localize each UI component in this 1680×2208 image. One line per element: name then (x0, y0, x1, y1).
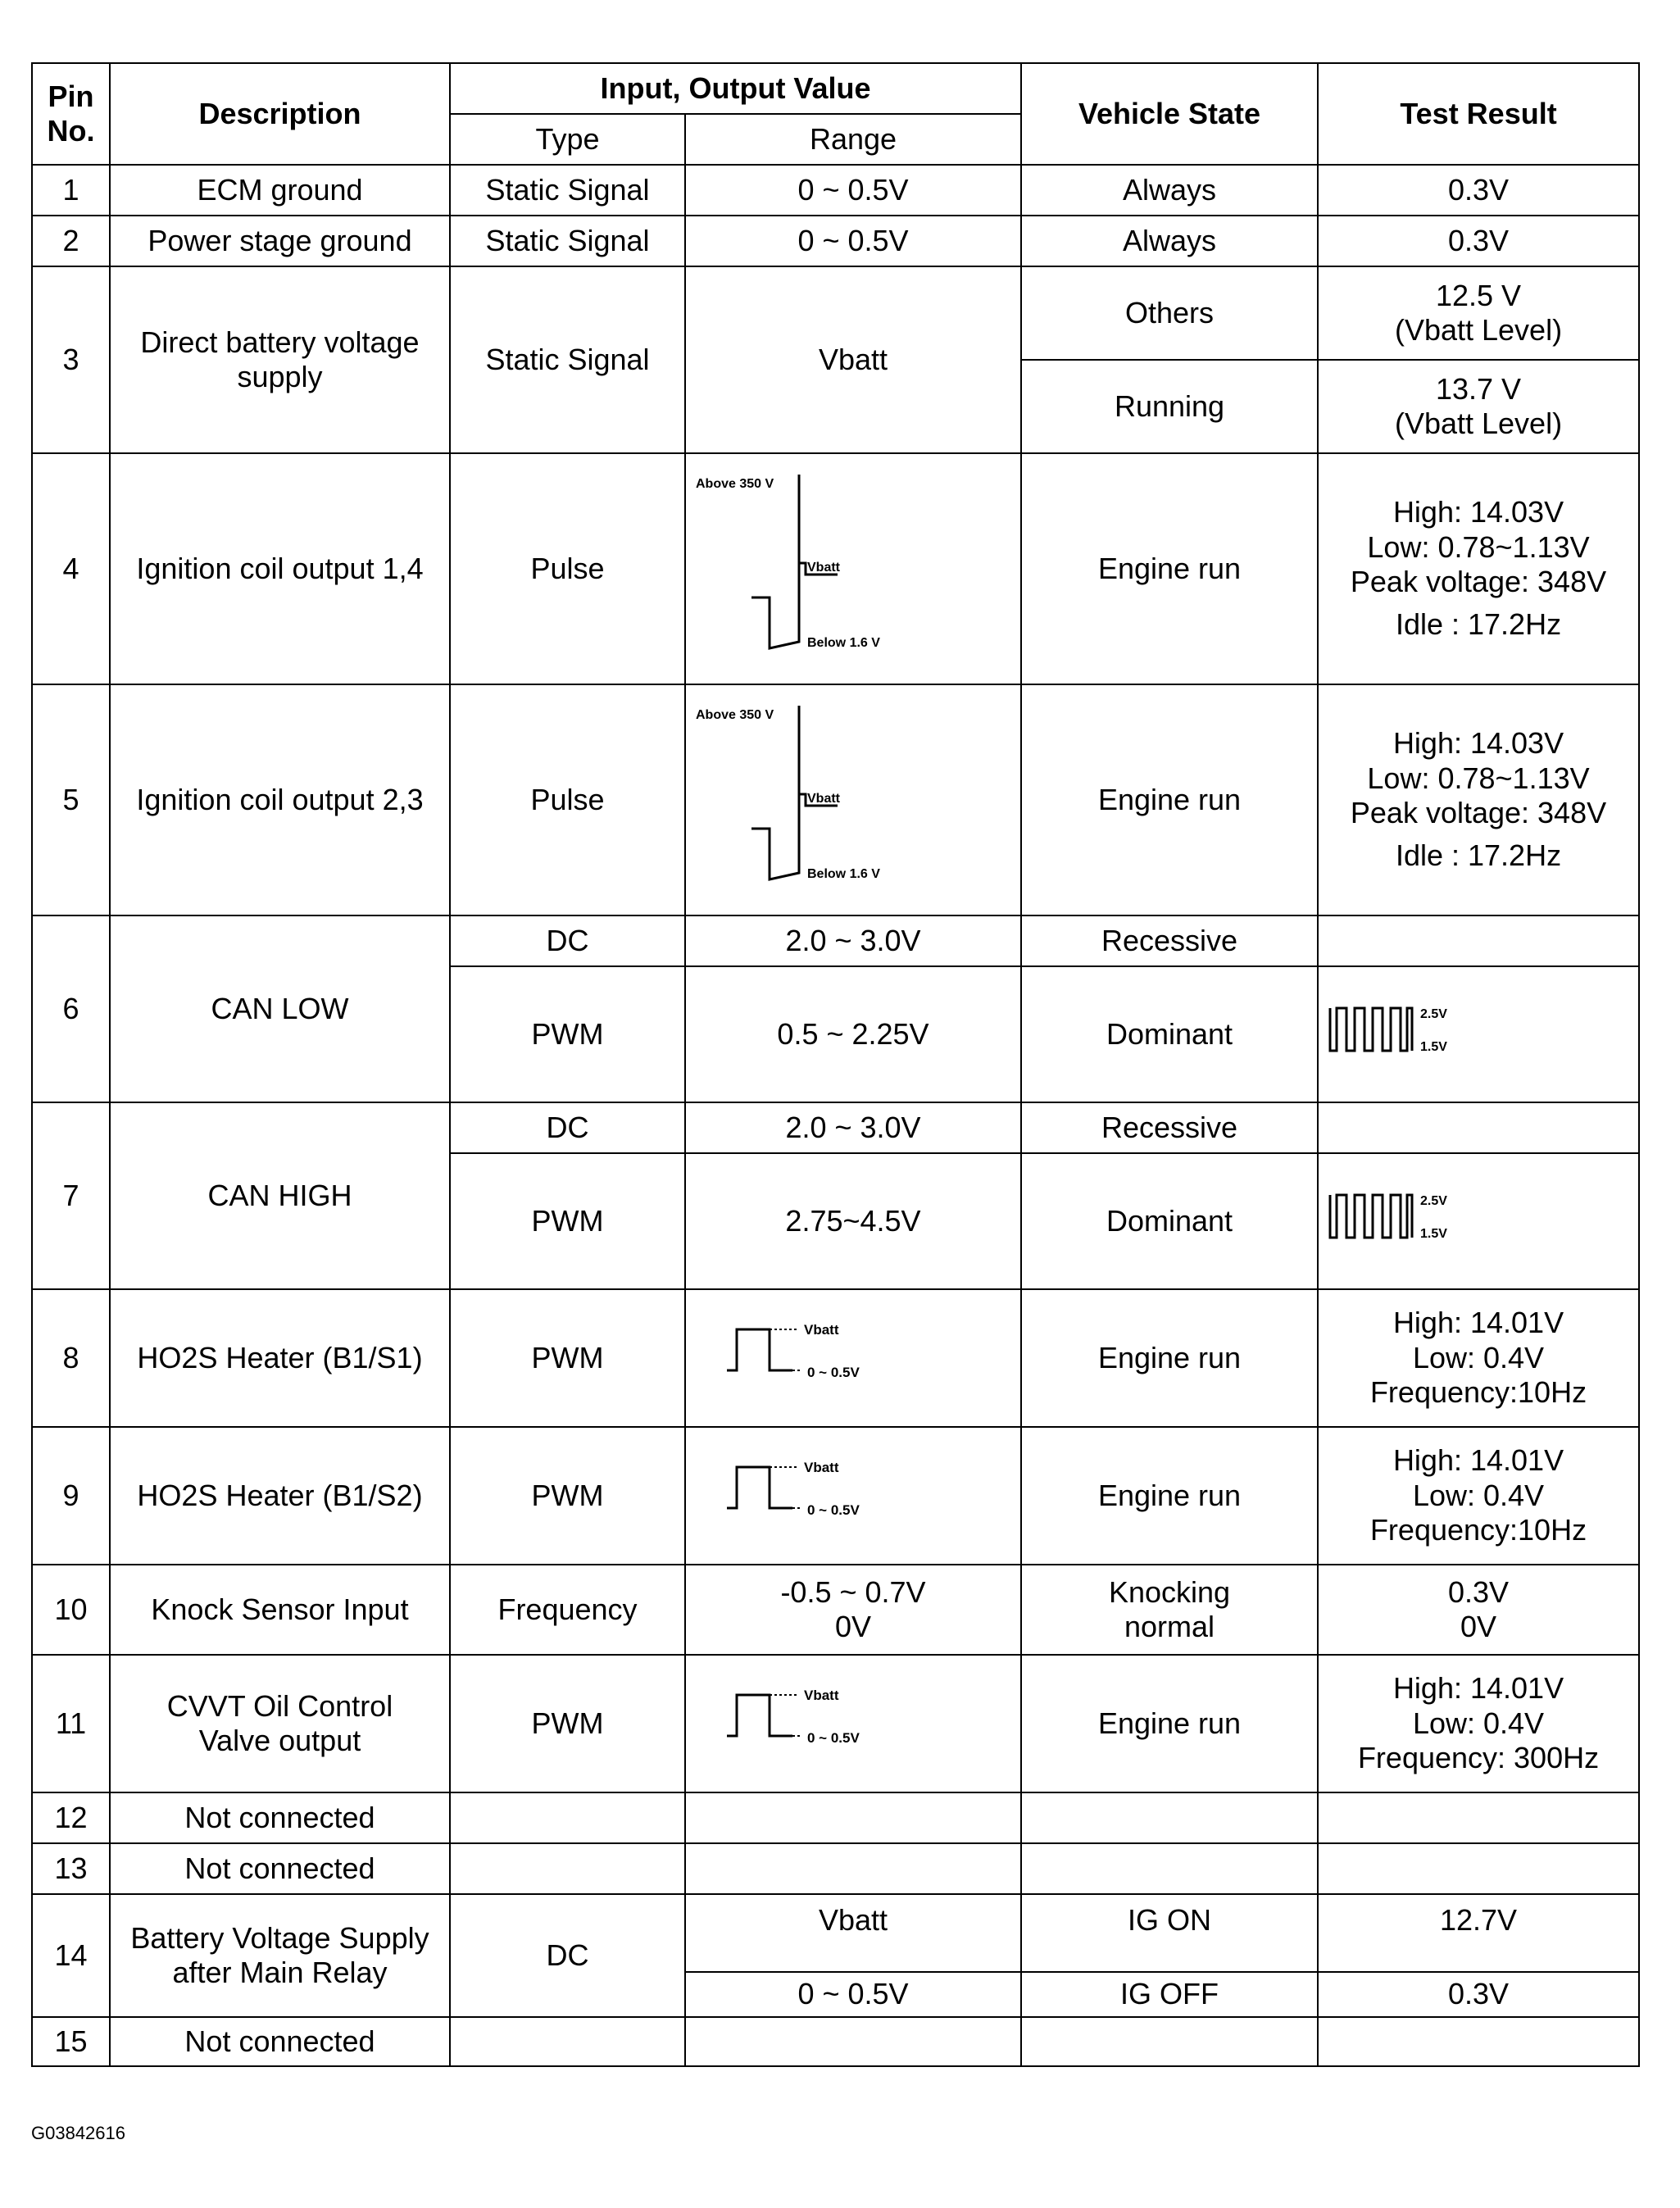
signal-range: 2.0 ~ 3.0V (685, 1102, 1021, 1153)
signal-range: 2.75~4.5V (685, 1153, 1021, 1289)
test-result: High: 14.03V Low: 0.78~1.13V Peak voltage: 348V Idle : 17.2Hz (1318, 684, 1639, 915)
signal-type: Static Signal (450, 216, 685, 266)
vehicle-state (1021, 1843, 1318, 1894)
pin-number: 6 (32, 915, 110, 1102)
wave-label-low: 1.5V (1420, 1227, 1447, 1242)
wave-label-high: Vbatt (804, 1688, 839, 1704)
pin-number: 9 (32, 1427, 110, 1565)
table-row (32, 1894, 1639, 1972)
vehicle-state: Engine run (1021, 1655, 1318, 1792)
signal-range (685, 1792, 1021, 1843)
can-square-waveform (1327, 1002, 1474, 1059)
test-result (1318, 1792, 1639, 1843)
table-row (32, 915, 1639, 966)
vehicle-state: Engine run (1021, 453, 1318, 684)
test-result: 0.3V (1318, 1972, 1639, 2017)
header-type: Type (450, 114, 685, 165)
signal-type: Frequency (450, 1565, 685, 1655)
description: CAN HIGH (110, 1102, 450, 1289)
wave-label-below: Below 1.6 V (807, 867, 880, 882)
signal-type: Static Signal (450, 266, 685, 453)
wave-label-low: 0 ~ 0.5V (807, 1502, 860, 1519)
pwm-trace (727, 1467, 792, 1508)
pin-number: 11 (32, 1655, 110, 1792)
description: Power stage ground (110, 216, 450, 266)
wave-label-high: Vbatt (804, 1322, 839, 1338)
header-row (32, 63, 1639, 114)
vehicle-state: Others (1021, 266, 1318, 360)
vehicle-state (1021, 2017, 1318, 2066)
wave-label-vbatt: Vbatt (807, 792, 840, 806)
table-row (32, 1843, 1639, 1894)
test-result: 13.7 V (Vbatt Level) (1318, 360, 1639, 453)
header-pin: Pin No. (32, 63, 110, 165)
test-result (1318, 1153, 1639, 1289)
pwm-waveform (694, 1687, 907, 1752)
pwm-trace (727, 1329, 792, 1370)
description: CAN LOW (110, 915, 450, 1102)
pin-number: 12 (32, 1792, 110, 1843)
wave-label-low: 0 ~ 0.5V (807, 1730, 860, 1747)
test-result: 0.3V 0V (1318, 1565, 1639, 1655)
header-test-result: Test Result (1318, 63, 1639, 165)
description: ECM ground (110, 165, 450, 216)
description: HO2S Heater (B1/S1) (110, 1289, 450, 1427)
signal-range (685, 1427, 1021, 1565)
vehicle-state: IG ON (1021, 1894, 1318, 1972)
test-result: 0.3V (1318, 165, 1639, 216)
table-row (32, 684, 1639, 915)
wave-label-high: 2.5V (1420, 1007, 1447, 1022)
square-trace (1330, 1195, 1412, 1238)
vehicle-state: Recessive (1021, 1102, 1318, 1153)
test-result (1318, 966, 1639, 1102)
table-row (32, 1655, 1639, 1792)
test-result (1318, 1102, 1639, 1153)
pin-test-table (31, 62, 1640, 2067)
header-io-value: Input, Output Value (450, 63, 1021, 114)
signal-range: 2.0 ~ 3.0V (685, 915, 1021, 966)
wave-label-vbatt: Vbatt (807, 561, 840, 575)
signal-type (450, 1792, 685, 1843)
pin-number: 15 (32, 2017, 110, 2066)
table-row (32, 453, 1639, 684)
table-row (32, 216, 1639, 266)
test-result: High: 14.01V Low: 0.4V Frequency:10Hz (1318, 1289, 1639, 1427)
square-trace (1330, 1008, 1412, 1051)
table-row (32, 165, 1639, 216)
pin-number: 10 (32, 1565, 110, 1655)
vehicle-state: Knocking normal (1021, 1565, 1318, 1655)
signal-range: 0 ~ 0.5V (685, 1972, 1021, 2017)
table-row (32, 1565, 1639, 1655)
wave-label-low: 1.5V (1420, 1040, 1447, 1055)
ignition-pulse-waveform (694, 466, 907, 663)
wave-label-high: Vbatt (804, 1460, 839, 1476)
pwm-waveform (694, 1321, 907, 1387)
pwm-waveform (694, 1459, 907, 1524)
signal-type: Pulse (450, 684, 685, 915)
table-row (32, 1289, 1639, 1427)
header-range: Range (685, 114, 1021, 165)
test-result (1318, 1843, 1639, 1894)
vehicle-state: Always (1021, 216, 1318, 266)
signal-type: PWM (450, 1427, 685, 1565)
description: Battery Voltage Supply after Main Relay (110, 1894, 450, 2017)
ignition-pulse-waveform (694, 697, 907, 894)
signal-range (685, 684, 1021, 915)
test-result: High: 14.03V Low: 0.78~1.13V Peak voltage: 348V Idle : 17.2Hz (1318, 453, 1639, 684)
pwm-trace (727, 1695, 792, 1736)
signal-range: 0 ~ 0.5V (685, 216, 1021, 266)
test-result: 12.5 V (Vbatt Level) (1318, 266, 1639, 360)
pin-number: 13 (32, 1843, 110, 1894)
pin-number: 5 (32, 684, 110, 915)
can-square-waveform (1327, 1188, 1474, 1246)
signal-type: Static Signal (450, 165, 685, 216)
signal-range (685, 1843, 1021, 1894)
pin-number: 3 (32, 266, 110, 453)
wave-label-below: Below 1.6 V (807, 636, 880, 651)
signal-range: 0.5 ~ 2.25V (685, 966, 1021, 1102)
signal-type: PWM (450, 1655, 685, 1792)
vehicle-state (1021, 1792, 1318, 1843)
description: CVVT Oil Control Valve output (110, 1655, 450, 1792)
vehicle-state: Always (1021, 165, 1318, 216)
header-description: Description (110, 63, 450, 165)
description: Not connected (110, 1792, 450, 1843)
test-result: High: 14.01V Low: 0.4V Frequency: 300Hz (1318, 1655, 1639, 1792)
vehicle-state: Recessive (1021, 915, 1318, 966)
pin-number: 14 (32, 1894, 110, 2017)
signal-type: DC (450, 1102, 685, 1153)
signal-range (685, 1655, 1021, 1792)
vehicle-state: Dominant (1021, 1153, 1318, 1289)
signal-range (685, 453, 1021, 684)
test-result: 0.3V (1318, 216, 1639, 266)
wave-label-above: Above 350 V (696, 708, 774, 723)
table-row (32, 1792, 1639, 1843)
table-row (32, 1427, 1639, 1565)
pin-number: 2 (32, 216, 110, 266)
signal-range: -0.5 ~ 0.7V 0V (685, 1565, 1021, 1655)
vehicle-state: Engine run (1021, 1427, 1318, 1565)
header-vehicle-state: Vehicle State (1021, 63, 1318, 165)
wave-label-low: 0 ~ 0.5V (807, 1365, 860, 1381)
signal-range: 0 ~ 0.5V (685, 165, 1021, 216)
description: Not connected (110, 2017, 450, 2066)
vehicle-state: IG OFF (1021, 1972, 1318, 2017)
description: Not connected (110, 1843, 450, 1894)
test-result: High: 14.01V Low: 0.4V Frequency:10Hz (1318, 1427, 1639, 1565)
vehicle-state: Dominant (1021, 966, 1318, 1102)
signal-type: PWM (450, 1153, 685, 1289)
signal-type: PWM (450, 966, 685, 1102)
signal-type (450, 1843, 685, 1894)
signal-range: Vbatt (685, 266, 1021, 453)
description: Ignition coil output 1,4 (110, 453, 450, 684)
signal-type: DC (450, 1894, 685, 2017)
pin-number: 1 (32, 165, 110, 216)
signal-range (685, 1289, 1021, 1427)
description: HO2S Heater (B1/S2) (110, 1427, 450, 1565)
description: Direct battery voltage supply (110, 266, 450, 453)
vehicle-state: Engine run (1021, 684, 1318, 915)
wave-label-above: Above 350 V (696, 477, 774, 492)
table-row (32, 266, 1639, 360)
pin-number: 7 (32, 1102, 110, 1289)
test-result (1318, 915, 1639, 966)
vehicle-state: Engine run (1021, 1289, 1318, 1427)
vehicle-state: Running (1021, 360, 1318, 453)
description: Knock Sensor Input (110, 1565, 450, 1655)
signal-type (450, 2017, 685, 2066)
signal-type: DC (450, 915, 685, 966)
signal-range: Vbatt (685, 1894, 1021, 1972)
description: Ignition coil output 2,3 (110, 684, 450, 915)
signal-range (685, 2017, 1021, 2066)
pin-number: 4 (32, 453, 110, 684)
signal-type: PWM (450, 1289, 685, 1427)
wave-label-high: 2.5V (1420, 1194, 1447, 1209)
pin-number: 8 (32, 1289, 110, 1427)
test-result: 12.7V (1318, 1894, 1639, 1972)
signal-type: Pulse (450, 453, 685, 684)
figure-id: G03842616 (31, 2123, 125, 2143)
table-row (32, 1102, 1639, 1153)
table-row (32, 2017, 1639, 2066)
test-result (1318, 2017, 1639, 2066)
